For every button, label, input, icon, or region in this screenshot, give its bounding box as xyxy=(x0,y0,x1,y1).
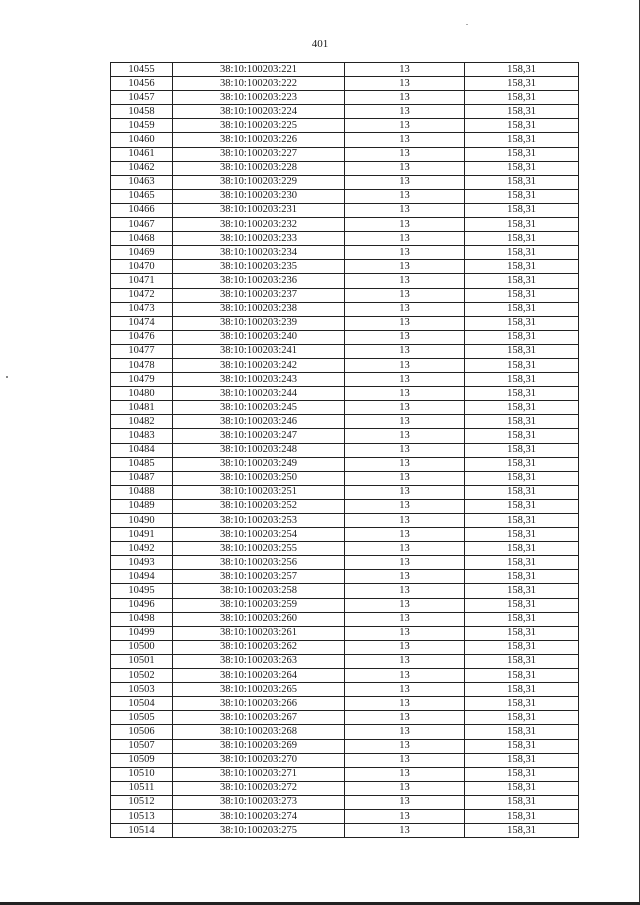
record-number-cell: 10501 xyxy=(111,654,173,668)
value-cell: 158,31 xyxy=(465,654,579,668)
record-number-cell: 10506 xyxy=(111,725,173,739)
table-body xyxy=(111,63,579,838)
cadastral-number-cell: 38:10:100203:234 xyxy=(173,246,345,260)
cadastral-number-cell: 38:10:100203:247 xyxy=(173,429,345,443)
cadastral-number-cell: 38:10:100203:228 xyxy=(173,161,345,175)
record-number-cell: 10498 xyxy=(111,612,173,626)
table-row xyxy=(111,302,579,316)
cadastral-number-cell: 38:10:100203:261 xyxy=(173,626,345,640)
value-cell: 158,31 xyxy=(465,443,579,457)
table-row xyxy=(111,344,579,358)
record-number-cell: 10499 xyxy=(111,626,173,640)
cadastral-number-cell: 38:10:100203:274 xyxy=(173,809,345,823)
value-cell: 158,31 xyxy=(465,781,579,795)
area-cell: 13 xyxy=(345,246,465,260)
table-row xyxy=(111,612,579,626)
area-cell: 13 xyxy=(345,316,465,330)
area-cell: 13 xyxy=(345,471,465,485)
value-cell: 158,31 xyxy=(465,795,579,809)
area-cell: 13 xyxy=(345,218,465,232)
area-cell: 13 xyxy=(345,626,465,640)
record-number-cell: 10505 xyxy=(111,711,173,725)
area-cell: 13 xyxy=(345,119,465,133)
table-row xyxy=(111,91,579,105)
cadastral-number-cell: 38:10:100203:263 xyxy=(173,654,345,668)
table-row xyxy=(111,274,579,288)
table-row xyxy=(111,767,579,781)
value-cell: 158,31 xyxy=(465,725,579,739)
area-cell: 13 xyxy=(345,415,465,429)
record-number-cell: 10490 xyxy=(111,514,173,528)
area-cell: 13 xyxy=(345,598,465,612)
value-cell: 158,31 xyxy=(465,161,579,175)
record-number-cell: 10496 xyxy=(111,598,173,612)
area-cell: 13 xyxy=(345,302,465,316)
cadastral-number-cell: 38:10:100203:244 xyxy=(173,387,345,401)
table-row xyxy=(111,471,579,485)
area-cell: 13 xyxy=(345,203,465,217)
record-number-cell: 10509 xyxy=(111,753,173,767)
value-cell: 158,31 xyxy=(465,514,579,528)
cadastral-number-cell: 38:10:100203:271 xyxy=(173,767,345,781)
cadastral-number-cell: 38:10:100203:238 xyxy=(173,302,345,316)
value-cell: 158,31 xyxy=(465,344,579,358)
area-cell: 13 xyxy=(345,711,465,725)
record-number-cell: 10479 xyxy=(111,373,173,387)
cadastral-number-cell: 38:10:100203:258 xyxy=(173,584,345,598)
value-cell: 158,31 xyxy=(465,330,579,344)
area-cell: 13 xyxy=(345,781,465,795)
table-row xyxy=(111,795,579,809)
cadastral-number-cell: 38:10:100203:262 xyxy=(173,640,345,654)
cadastral-number-cell: 38:10:100203:250 xyxy=(173,471,345,485)
area-cell: 13 xyxy=(345,697,465,711)
table-row xyxy=(111,330,579,344)
cadastral-number-cell: 38:10:100203:223 xyxy=(173,91,345,105)
table-row xyxy=(111,161,579,175)
table-row xyxy=(111,556,579,570)
table-row xyxy=(111,373,579,387)
cadastral-number-cell: 38:10:100203:260 xyxy=(173,612,345,626)
cadastral-number-cell: 38:10:100203:252 xyxy=(173,499,345,513)
table-row xyxy=(111,316,579,330)
record-number-cell: 10482 xyxy=(111,415,173,429)
value-cell: 158,31 xyxy=(465,528,579,542)
record-number-cell: 10485 xyxy=(111,457,173,471)
table-row xyxy=(111,260,579,274)
area-cell: 13 xyxy=(345,429,465,443)
value-cell: 158,31 xyxy=(465,499,579,513)
value-cell: 158,31 xyxy=(465,640,579,654)
area-cell: 13 xyxy=(345,556,465,570)
cadastral-number-cell: 38:10:100203:225 xyxy=(173,119,345,133)
table-row xyxy=(111,358,579,372)
record-number-cell: 10502 xyxy=(111,669,173,683)
cadastral-number-cell: 38:10:100203:249 xyxy=(173,457,345,471)
table-row xyxy=(111,542,579,556)
area-cell: 13 xyxy=(345,514,465,528)
value-cell: 158,31 xyxy=(465,471,579,485)
cadastral-number-cell: 38:10:100203:255 xyxy=(173,542,345,556)
cadastral-number-cell: 38:10:100203:241 xyxy=(173,344,345,358)
value-cell: 158,31 xyxy=(465,711,579,725)
cadastral-number-cell: 38:10:100203:235 xyxy=(173,260,345,274)
cadastral-number-cell: 38:10:100203:253 xyxy=(173,514,345,528)
value-cell: 158,31 xyxy=(465,683,579,697)
value-cell: 158,31 xyxy=(465,485,579,499)
area-cell: 13 xyxy=(345,528,465,542)
area-cell: 13 xyxy=(345,725,465,739)
table-row xyxy=(111,584,579,598)
record-number-cell: 10492 xyxy=(111,542,173,556)
table-row xyxy=(111,485,579,499)
area-cell: 13 xyxy=(345,288,465,302)
table-row xyxy=(111,725,579,739)
area-cell: 13 xyxy=(345,542,465,556)
area-cell: 13 xyxy=(345,260,465,274)
cadastral-number-cell: 38:10:100203:269 xyxy=(173,739,345,753)
table-row xyxy=(111,499,579,513)
value-cell: 158,31 xyxy=(465,260,579,274)
record-number-cell: 10476 xyxy=(111,330,173,344)
area-cell: 13 xyxy=(345,373,465,387)
cadastral-number-cell: 38:10:100203:272 xyxy=(173,781,345,795)
area-cell: 13 xyxy=(345,499,465,513)
area-cell: 13 xyxy=(345,654,465,668)
record-number-cell: 10487 xyxy=(111,471,173,485)
table-row xyxy=(111,443,579,457)
cadastral-number-cell: 38:10:100203:233 xyxy=(173,232,345,246)
table-row xyxy=(111,203,579,217)
table-row xyxy=(111,429,579,443)
area-cell: 13 xyxy=(345,105,465,119)
record-number-cell: 10481 xyxy=(111,401,173,415)
table-row xyxy=(111,246,579,260)
area-cell: 13 xyxy=(345,795,465,809)
record-number-cell: 10465 xyxy=(111,189,173,203)
table-row xyxy=(111,401,579,415)
record-number-cell: 10469 xyxy=(111,246,173,260)
value-cell: 158,31 xyxy=(465,612,579,626)
area-cell: 13 xyxy=(345,161,465,175)
cadastral-number-cell: 38:10:100203:227 xyxy=(173,147,345,161)
table-row xyxy=(111,739,579,753)
cadastral-number-cell: 38:10:100203:275 xyxy=(173,824,345,838)
cadastral-number-cell: 38:10:100203:273 xyxy=(173,795,345,809)
value-cell: 158,31 xyxy=(465,697,579,711)
table-row xyxy=(111,514,579,528)
record-number-cell: 10474 xyxy=(111,316,173,330)
area-cell: 13 xyxy=(345,683,465,697)
area-cell: 13 xyxy=(345,753,465,767)
record-number-cell: 10504 xyxy=(111,697,173,711)
value-cell: 158,31 xyxy=(465,189,579,203)
table-row xyxy=(111,528,579,542)
value-cell: 158,31 xyxy=(465,739,579,753)
area-cell: 13 xyxy=(345,274,465,288)
value-cell: 158,31 xyxy=(465,824,579,838)
value-cell: 158,31 xyxy=(465,457,579,471)
cadastral-number-cell: 38:10:100203:229 xyxy=(173,175,345,189)
record-number-cell: 10466 xyxy=(111,203,173,217)
record-number-cell: 10460 xyxy=(111,133,173,147)
record-number-cell: 10463 xyxy=(111,175,173,189)
value-cell: 158,31 xyxy=(465,584,579,598)
table-row xyxy=(111,288,579,302)
record-number-cell: 10503 xyxy=(111,683,173,697)
area-cell: 13 xyxy=(345,330,465,344)
cadastral-number-cell: 38:10:100203:230 xyxy=(173,189,345,203)
cadastral-number-cell: 38:10:100203:240 xyxy=(173,330,345,344)
cadastral-number-cell: 38:10:100203:264 xyxy=(173,669,345,683)
cadastral-number-cell: 38:10:100203:221 xyxy=(173,63,345,77)
value-cell: 158,31 xyxy=(465,767,579,781)
table-row xyxy=(111,232,579,246)
value-cell: 158,31 xyxy=(465,753,579,767)
table-row xyxy=(111,711,579,725)
area-cell: 13 xyxy=(345,387,465,401)
cadastral-number-cell: 38:10:100203:256 xyxy=(173,556,345,570)
registry-table xyxy=(110,62,579,838)
record-number-cell: 10483 xyxy=(111,429,173,443)
cadastral-number-cell: 38:10:100203:267 xyxy=(173,711,345,725)
table-row xyxy=(111,809,579,823)
record-number-cell: 10511 xyxy=(111,781,173,795)
area-cell: 13 xyxy=(345,358,465,372)
value-cell: 158,31 xyxy=(465,570,579,584)
area-cell: 13 xyxy=(345,570,465,584)
value-cell: 158,31 xyxy=(465,401,579,415)
value-cell: 158,31 xyxy=(465,203,579,217)
area-cell: 13 xyxy=(345,63,465,77)
cadastral-number-cell: 38:10:100203:222 xyxy=(173,77,345,91)
record-number-cell: 10500 xyxy=(111,640,173,654)
record-number-cell: 10455 xyxy=(111,63,173,77)
value-cell: 158,31 xyxy=(465,119,579,133)
record-number-cell: 10462 xyxy=(111,161,173,175)
area-cell: 13 xyxy=(345,824,465,838)
record-number-cell: 10512 xyxy=(111,795,173,809)
record-number-cell: 10478 xyxy=(111,358,173,372)
table-row xyxy=(111,63,579,77)
scan-speck xyxy=(6,376,8,378)
record-number-cell: 10495 xyxy=(111,584,173,598)
area-cell: 13 xyxy=(345,612,465,626)
table-row xyxy=(111,697,579,711)
area-cell: 13 xyxy=(345,344,465,358)
value-cell: 158,31 xyxy=(465,809,579,823)
record-number-cell: 10494 xyxy=(111,570,173,584)
table-row xyxy=(111,77,579,91)
record-number-cell: 10459 xyxy=(111,119,173,133)
record-number-cell: 10507 xyxy=(111,739,173,753)
record-number-cell: 10484 xyxy=(111,443,173,457)
value-cell: 158,31 xyxy=(465,373,579,387)
cadastral-number-cell: 38:10:100203:226 xyxy=(173,133,345,147)
record-number-cell: 10510 xyxy=(111,767,173,781)
value-cell: 158,31 xyxy=(465,358,579,372)
table-row xyxy=(111,189,579,203)
record-number-cell: 10471 xyxy=(111,274,173,288)
record-number-cell: 10467 xyxy=(111,218,173,232)
area-cell: 13 xyxy=(345,401,465,415)
area-cell: 13 xyxy=(345,767,465,781)
table-row xyxy=(111,570,579,584)
value-cell: 158,31 xyxy=(465,626,579,640)
cadastral-number-cell: 38:10:100203:224 xyxy=(173,105,345,119)
table-row xyxy=(111,119,579,133)
table-row xyxy=(111,824,579,838)
value-cell: 158,31 xyxy=(465,598,579,612)
cadastral-number-cell: 38:10:100203:232 xyxy=(173,218,345,232)
table-row xyxy=(111,626,579,640)
value-cell: 158,31 xyxy=(465,387,579,401)
area-cell: 13 xyxy=(345,189,465,203)
record-number-cell: 10493 xyxy=(111,556,173,570)
value-cell: 158,31 xyxy=(465,246,579,260)
cadastral-number-cell: 38:10:100203:259 xyxy=(173,598,345,612)
table-row xyxy=(111,105,579,119)
area-cell: 13 xyxy=(345,133,465,147)
value-cell: 158,31 xyxy=(465,415,579,429)
area-cell: 13 xyxy=(345,640,465,654)
table-row xyxy=(111,598,579,612)
cadastral-number-cell: 38:10:100203:236 xyxy=(173,274,345,288)
cadastral-number-cell: 38:10:100203:266 xyxy=(173,697,345,711)
value-cell: 158,31 xyxy=(465,669,579,683)
value-cell: 158,31 xyxy=(465,232,579,246)
table-row xyxy=(111,669,579,683)
area-cell: 13 xyxy=(345,584,465,598)
table-row xyxy=(111,387,579,401)
cadastral-number-cell: 38:10:100203:265 xyxy=(173,683,345,697)
area-cell: 13 xyxy=(345,809,465,823)
table-row xyxy=(111,640,579,654)
cadastral-number-cell: 38:10:100203:243 xyxy=(173,373,345,387)
table-row xyxy=(111,133,579,147)
cadastral-number-cell: 38:10:100203:268 xyxy=(173,725,345,739)
value-cell: 158,31 xyxy=(465,91,579,105)
record-number-cell: 10473 xyxy=(111,302,173,316)
value-cell: 158,31 xyxy=(465,147,579,161)
record-number-cell: 10458 xyxy=(111,105,173,119)
record-number-cell: 10514 xyxy=(111,824,173,838)
area-cell: 13 xyxy=(345,485,465,499)
table-row xyxy=(111,457,579,471)
area-cell: 13 xyxy=(345,739,465,753)
area-cell: 13 xyxy=(345,77,465,91)
cadastral-number-cell: 38:10:100203:257 xyxy=(173,570,345,584)
value-cell: 158,31 xyxy=(465,77,579,91)
area-cell: 13 xyxy=(345,669,465,683)
record-number-cell: 10489 xyxy=(111,499,173,513)
page-number: 401 xyxy=(311,38,329,50)
cadastral-number-cell: 38:10:100203:248 xyxy=(173,443,345,457)
cadastral-number-cell: 38:10:100203:251 xyxy=(173,485,345,499)
record-number-cell: 10477 xyxy=(111,344,173,358)
record-number-cell: 10491 xyxy=(111,528,173,542)
value-cell: 158,31 xyxy=(465,63,579,77)
value-cell: 158,31 xyxy=(465,556,579,570)
area-cell: 13 xyxy=(345,232,465,246)
table-row xyxy=(111,218,579,232)
cadastral-number-cell: 38:10:100203:237 xyxy=(173,288,345,302)
table-row xyxy=(111,753,579,767)
record-number-cell: 10461 xyxy=(111,147,173,161)
value-cell: 158,31 xyxy=(465,542,579,556)
area-cell: 13 xyxy=(345,147,465,161)
table-row xyxy=(111,654,579,668)
table-row xyxy=(111,147,579,161)
record-number-cell: 10470 xyxy=(111,260,173,274)
table-row xyxy=(111,415,579,429)
scan-speck xyxy=(466,24,468,25)
cadastral-number-cell: 38:10:100203:239 xyxy=(173,316,345,330)
value-cell: 158,31 xyxy=(465,274,579,288)
cadastral-number-cell: 38:10:100203:246 xyxy=(173,415,345,429)
value-cell: 158,31 xyxy=(465,302,579,316)
table-row xyxy=(111,175,579,189)
record-number-cell: 10480 xyxy=(111,387,173,401)
area-cell: 13 xyxy=(345,457,465,471)
record-number-cell: 10513 xyxy=(111,809,173,823)
value-cell: 158,31 xyxy=(465,133,579,147)
area-cell: 13 xyxy=(345,175,465,189)
record-number-cell: 10457 xyxy=(111,91,173,105)
value-cell: 158,31 xyxy=(465,105,579,119)
value-cell: 158,31 xyxy=(465,429,579,443)
cadastral-number-cell: 38:10:100203:242 xyxy=(173,358,345,372)
area-cell: 13 xyxy=(345,91,465,105)
cadastral-number-cell: 38:10:100203:231 xyxy=(173,203,345,217)
table-row xyxy=(111,781,579,795)
table-row xyxy=(111,683,579,697)
value-cell: 158,31 xyxy=(465,316,579,330)
cadastral-number-cell: 38:10:100203:254 xyxy=(173,528,345,542)
area-cell: 13 xyxy=(345,443,465,457)
record-number-cell: 10468 xyxy=(111,232,173,246)
record-number-cell: 10488 xyxy=(111,485,173,499)
record-number-cell: 10472 xyxy=(111,288,173,302)
cadastral-number-cell: 38:10:100203:245 xyxy=(173,401,345,415)
value-cell: 158,31 xyxy=(465,288,579,302)
value-cell: 158,31 xyxy=(465,218,579,232)
cadastral-number-cell: 38:10:100203:270 xyxy=(173,753,345,767)
record-number-cell: 10456 xyxy=(111,77,173,91)
value-cell: 158,31 xyxy=(465,175,579,189)
